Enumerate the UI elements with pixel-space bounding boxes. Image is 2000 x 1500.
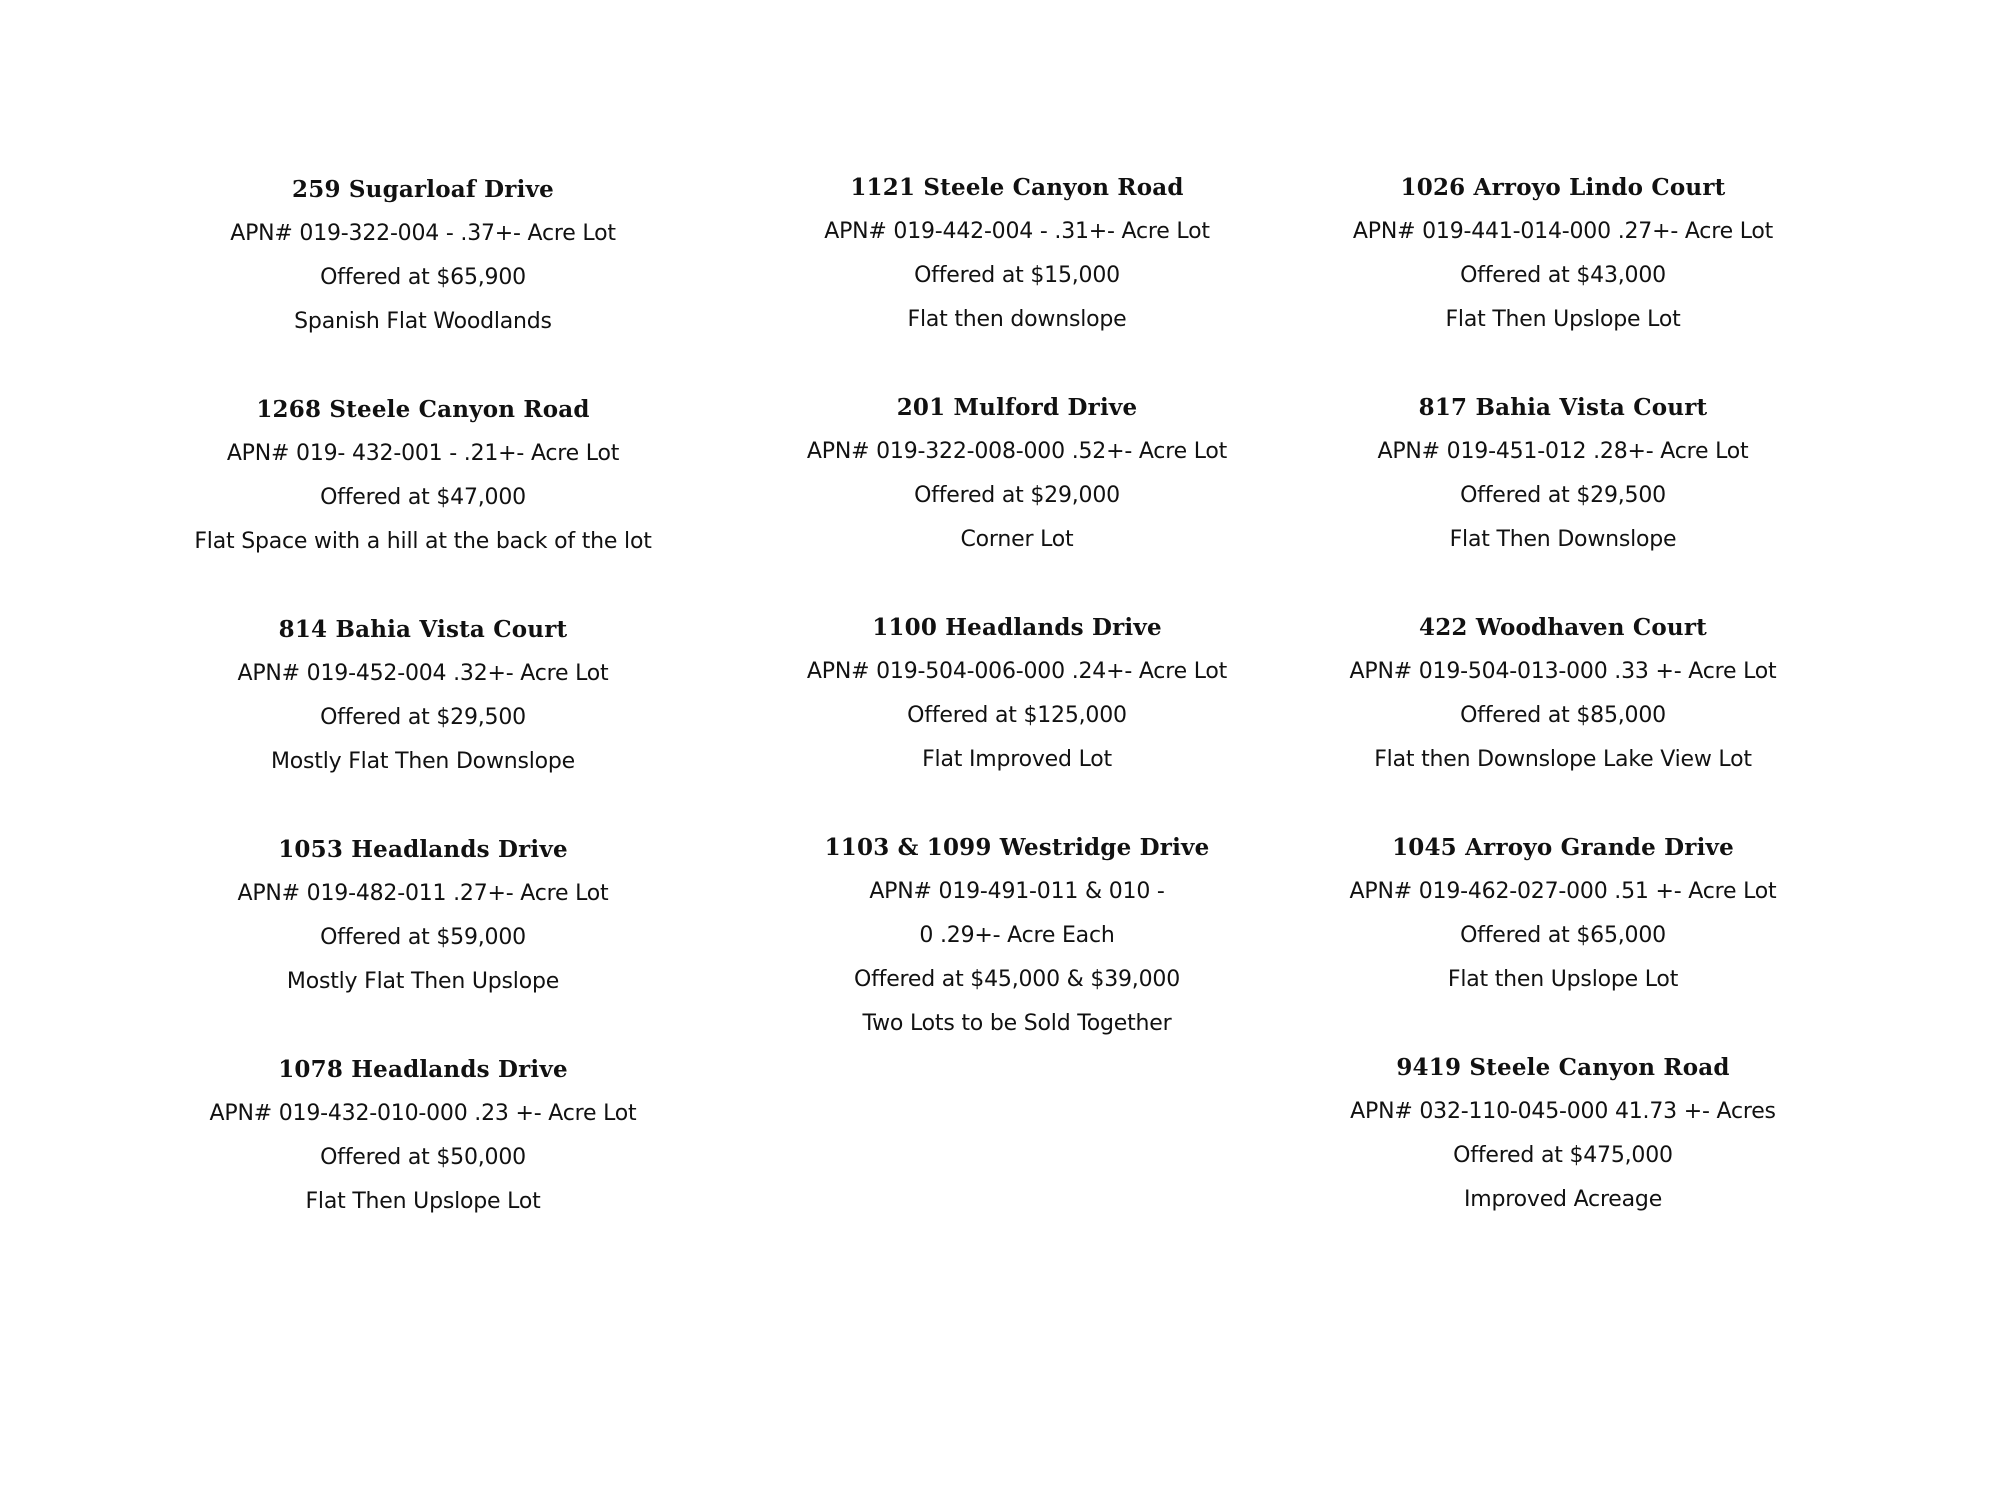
listing-description: Mostly Flat Then Downslope (270, 749, 576, 774)
listing-address: 814 Bahia Vista Court (278, 616, 568, 643)
listing-apn: APN# 019-442-004 - .31+- Acre Lot (824, 219, 1210, 244)
listing-description: Corner Lot (960, 527, 1074, 552)
listing-apn: APN# 019-491-011 & 010 - (869, 879, 1165, 904)
listing-price: Offered at $47,000 (320, 485, 526, 510)
listing-card (93, 388, 753, 564)
listing-apn: APN# 019-441-014-000 .27+- Acre Lot (1352, 219, 1774, 244)
listing-card (1233, 826, 1893, 1002)
listing-apn: APN# 032-110-045-000 41.73 +- Acres (1350, 1099, 1776, 1124)
listing-description: Flat Then Upslope Lot (1445, 307, 1681, 332)
listing-price: Offered at $65,900 (320, 265, 526, 290)
listing-apn: APN# 019-322-004 - .37+- Acre Lot (230, 221, 616, 246)
listing-address: 1121 Steele Canyon Road (850, 174, 1184, 201)
listing-address: 1100 Headlands Drive (872, 614, 1162, 641)
listing-description: Mostly Flat Then Upslope (286, 969, 560, 994)
listing-address: 1045 Arroyo Grande Drive (1392, 834, 1734, 861)
listing-address: 1078 Headlands Drive (278, 1056, 568, 1083)
listing-card (1233, 606, 1893, 782)
listing-price: Offered at $45,000 & $39,000 (854, 967, 1180, 992)
listing-description: Spanish Flat Woodlands (294, 309, 552, 334)
listing-apn: APN# 019-432-010-000 .23 +- Acre Lot (209, 1101, 637, 1126)
listing-card (93, 168, 753, 344)
listing-card (93, 828, 753, 1004)
listing-card (93, 1048, 753, 1224)
listing-description: Improved Acreage (1463, 1187, 1663, 1212)
listing-apn: APN# 019-504-013-000 .33 +- Acre Lot (1349, 659, 1777, 684)
listing-card (1233, 166, 1893, 342)
listing-apn-continued: 0 .29+- Acre Each (919, 923, 1115, 948)
listing-address: 9419 Steele Canyon Road (1396, 1054, 1730, 1081)
listing-address: 422 Woodhaven Court (1419, 614, 1707, 641)
listing-price: Offered at $43,000 (1460, 263, 1666, 288)
listing-price: Offered at $65,000 (1460, 923, 1666, 948)
listing-address: 1026 Arroyo Lindo Court (1400, 174, 1726, 201)
listing-address: 1268 Steele Canyon Road (256, 396, 590, 423)
listing-apn: APN# 019-462-027-000 .51 +- Acre Lot (1349, 879, 1777, 904)
listing-description: Two Lots to be Sold Together (862, 1011, 1172, 1036)
listing-apn: APN# 019-452-004 .32+- Acre Lot (237, 661, 609, 686)
listing-address: 1053 Headlands Drive (278, 836, 568, 863)
listing-apn: APN# 019-504-006-000 .24+- Acre Lot (806, 659, 1228, 684)
listing-price: Offered at $475,000 (1453, 1143, 1673, 1168)
listing-address: 259 Sugarloaf Drive (292, 176, 554, 203)
listing-price: Offered at $29,500 (320, 705, 526, 730)
listing-address: 1103 & 1099 Westridge Drive (824, 834, 1210, 861)
listing-card (93, 608, 753, 784)
listing-apn: APN# 019-451-012 .28+- Acre Lot (1377, 439, 1749, 464)
listing-price: Offered at $125,000 (907, 703, 1127, 728)
listing-description: Flat Then Upslope Lot (305, 1189, 541, 1214)
listing-price: Offered at $15,000 (914, 263, 1120, 288)
listing-apn: APN# 019-322-008-000 .52+- Acre Lot (806, 439, 1228, 464)
listing-description: Flat Then Downslope (1449, 527, 1677, 552)
listing-price: Offered at $29,000 (914, 483, 1120, 508)
listing-price: Offered at $29,500 (1460, 483, 1666, 508)
listing-description: Flat then Upslope Lot (1447, 967, 1679, 992)
listing-price: Offered at $85,000 (1460, 703, 1666, 728)
listing-description: Flat then Downslope Lake View Lot (1374, 747, 1752, 772)
listing-description: Flat Improved Lot (922, 747, 1112, 772)
listing-apn: APN# 019-482-011 .27+- Acre Lot (237, 881, 609, 906)
listing-price: Offered at $59,000 (320, 925, 526, 950)
listing-address: 817 Bahia Vista Court (1418, 394, 1708, 421)
listing-card (1233, 1046, 1893, 1222)
listing-address: 201 Mulford Drive (896, 394, 1138, 421)
listing-description: Flat then downslope (907, 307, 1127, 332)
listing-card (1233, 386, 1893, 562)
listing-description: Flat Space with a hill at the back of the lot (194, 529, 652, 554)
listing-price: Offered at $50,000 (320, 1145, 526, 1170)
listing-apn: APN# 019- 432-001 - .21+- Acre Lot (226, 441, 620, 466)
